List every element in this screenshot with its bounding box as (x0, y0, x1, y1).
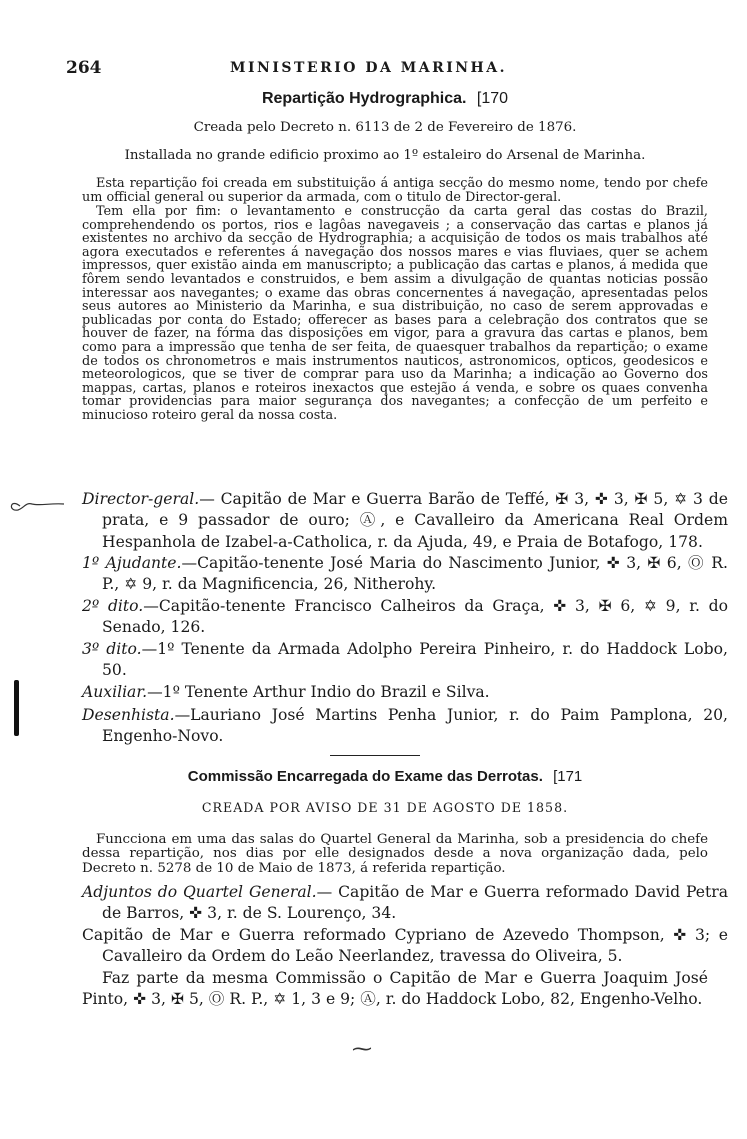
ink-flourish-icon (6, 496, 66, 516)
section-170-number: [170 (476, 90, 509, 107)
entry-label: 2º dito. (82, 597, 144, 615)
entry-label: Adjuntos do Quartel General. (82, 883, 317, 901)
entry-label: Auxiliar. (82, 683, 148, 701)
end-ornament-icon: ⁓ (352, 1036, 372, 1060)
entry-text: —1º Tenente Arthur Indio do Brazil e Silva. (147, 683, 490, 701)
section-170-title: Repartição Hydrographica. (261, 90, 467, 107)
entry-label: Director-geral. (82, 490, 200, 508)
page-number: 264 (66, 58, 102, 78)
page-header (0, 58, 747, 82)
entry-text: — Capitão de Mar e Guerra reformado David Petra de Barros, ✜ 3, r. de S. Lourenço, 34. (102, 883, 728, 923)
entry-text: —Lauriano José Martins Penha Junior, r. do Paim Pamplona, 20, Engenho-Novo. (102, 706, 728, 746)
entry-desenhista (82, 705, 728, 748)
margin-ink-mark (14, 680, 19, 736)
entry-auxiliar (82, 682, 728, 703)
section-171-number: [171 (553, 768, 583, 785)
section-171-para: Funcciona em uma das salas do Quartel General da Marinha, sob a presidencia do chefe dessa repartição, nos dias por elle designados desde a nova organização dada, pelo Decreto n. 5278 de 10 de Maio de 1873, á referida repartição. (82, 832, 708, 876)
entry-1-ajudante (82, 553, 728, 596)
section-171-heading (60, 768, 710, 785)
section-170-created: Creada pelo Decreto n. 6113 de 2 de Fevereiro de 1876. (193, 120, 577, 135)
entry-label: Desenhista. (82, 706, 175, 724)
section-171-title: Commissão Encarregada do Exame das Derrotas. (187, 768, 543, 785)
entry-director-geral (82, 489, 728, 553)
entry-faz-parte: Faz parte da mesma Commissão o Capitão de Mar e Guerra Joaquim José Pinto, ✜ 3, ✠ 5, Ⓞ R. P., ✡ 1, 3 e 9; Ⓐ, r. do Haddock Lobo, 82, Engenho-Velho. (82, 969, 708, 1009)
section-170-para-2: Tem ella por fim: o levantamento e construcção da carta geral das costas do Brazil, comprehendendo os portos, rios e lagôas navegaveis ; a conservação das cartas e planos já existentes no archivo da secção de Hydrographia; a acquisição de todos os mais trabalhos até agora executados e referentes á navegação dos nossos mares e vias fluviaes, quer se achem impressos, quer existão ainda em manuscripto; a publicação das cartas e planos, á medida que fôrem sendo levantados e construidos, e bem assim a divulgação de quantas noticias possão interessar aos navegantes; o exame das obras concernentes á navegação, apresentadas pelos seus autores ao Ministerio da Marinha, e sua distribuição, no caso de serem approvadas e publicadas por conta do Estado; offerecer as bases para a celebração dos contratos que se houver de fazer, na fórma das disposições em vigor, para a gravura das cartas e planos, bem como para a impressão que tenha de ser feita, de quaesquer trabalhos da repartição; o exame de todos os chronometros e mais instrumentos nauticos, astronomicos, opticos, geodesicos e meteorologicos, que se tiver de comprar para uso da Marinha; a indicação ao Governo dos mappas, cartas, planos e roteiros inexactos que estejão á venda, e sobre os quaes convenha tomar providencias para maior segurança dos navegantes; a confecção de um perfeito e minucioso roteiro geral da nossa costa. (82, 204, 708, 423)
entry-2-dito (82, 596, 728, 639)
entry-text: — Capitão de Mar e Guerra Barão de Teffé, ✠ 3, ✜ 3, ✠ 5, ✡ 3 de prata, e 9 passador de ouro; Ⓐ, e Cavalleiro da Americana Real Ordem Hespanhola de Izabel-a-Catholica, r. da Ajuda, 49, e Praia de Botafogo, 178. (102, 490, 728, 551)
section-170-installed: Installada no grande edificio proximo ao 1º estaleiro do Arsenal de Marinha. (124, 148, 646, 163)
entry-text: —Capitão-tenente José Maria do Nascimento Junior, ✜ 3, ✠ 6, Ⓞ R. P., ✡ 9, r. da Magnificencia, 26, Nitherohy. (102, 554, 728, 594)
entry-text: —1º Tenente da Armada Adolpho Pereira Pinheiro, r. do Haddock Lobo, 50. (102, 640, 728, 680)
entry-adjuntos (82, 882, 728, 925)
section-170-heading (60, 90, 710, 108)
entry-text: —Capitão-tenente Francisco Calheiros da Graça, ✜ 3, ✠ 6, ✡ 9, r. do Senado, 126. (102, 597, 728, 637)
section-170-para-1: Esta repartição foi creada em substituição á antiga secção do mesmo nome, tendo por chefe um official general ou superior da armada, com o titulo de Director-geral. (82, 176, 708, 205)
running-title: MINISTERIO DA MARINHA. (230, 60, 508, 76)
entry-3-dito (82, 639, 728, 682)
section-171-created: CREADA POR AVISO DE 31 DE AGOSTO DE 1858. (201, 800, 569, 815)
section-divider (330, 755, 420, 756)
entry-label: 3º dito. (82, 640, 142, 658)
entry-label: 1º Ajudante. (82, 554, 182, 572)
entry-cypriano: Capitão de Mar e Guerra reformado Cypriano de Azevedo Thompson, ✜ 3; e Cavalleiro da Ordem do Leão Neerlandez, travessa do Oliveira, 5. (82, 926, 728, 966)
